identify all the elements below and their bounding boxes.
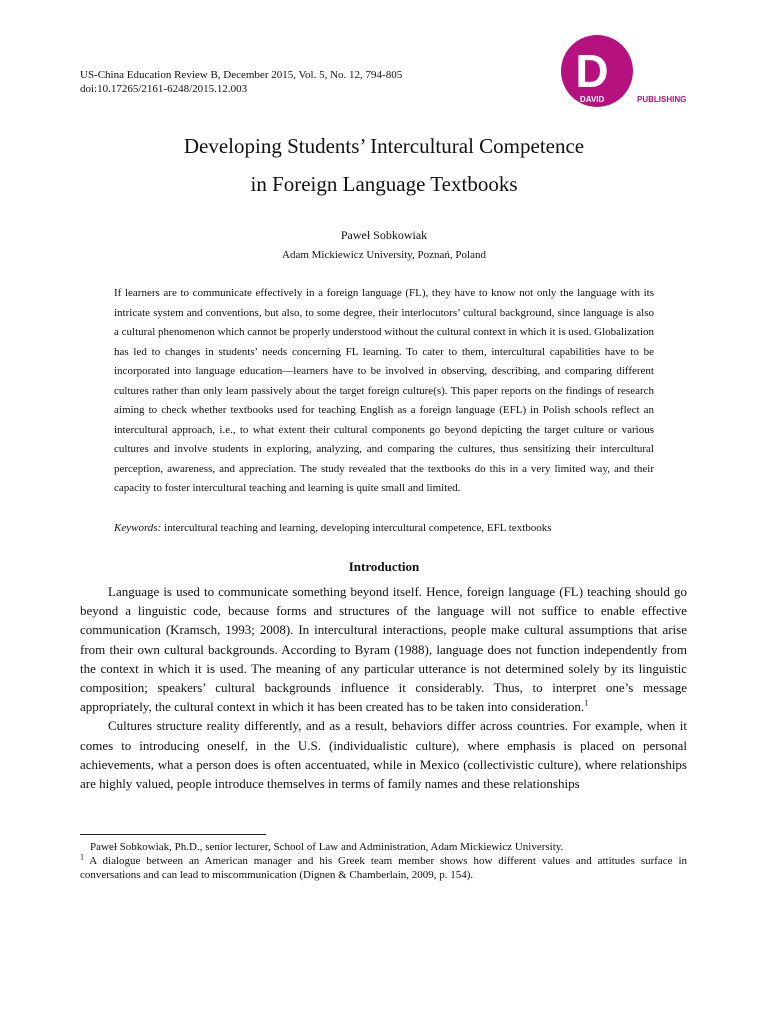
keywords bbox=[114, 522, 674, 534]
footnote-1-marker: 1 bbox=[80, 852, 84, 862]
author-name: Paweł Sobkowiak bbox=[340, 228, 428, 242]
body-text bbox=[80, 582, 687, 793]
logo-text-left: DAVID bbox=[580, 95, 605, 104]
section-heading-introduction: Introduction bbox=[348, 559, 420, 574]
author-affiliation: Adam Mickiewicz University, Poznań, Poland bbox=[282, 249, 486, 261]
footnote-author: Paweł Sobkowiak, Ph.D., senior lecturer, School of Law and Administration, Adam Mickiewicz University. bbox=[90, 841, 564, 853]
paragraph-2: Cultures structure reality differently, and as a result, behaviors differ across countries. For example, when it comes to introducing oneself, in the U.S. (individualistic culture), where emphasis is placed on personal achievements, what a person does is often accentuated, while in Mexico (collectivistic culture), where relationships are highly valued, people introduce themselves in terms of family names and these relationships bbox=[80, 718, 687, 792]
footnote-1-text: A dialogue between an American manager and his Greek team member shows how different values and attitudes surface in conversations and can lead to miscommunication (Dignen & Chamberlain, 2009, p. 154). bbox=[80, 855, 687, 881]
paper-title bbox=[0, 127, 768, 203]
keywords-text: intercultural teaching and learning, developing intercultural competence, EFL textbooks bbox=[161, 522, 552, 534]
journal-doi: doi:10.17265/2161-6248/2015.12.003 bbox=[80, 83, 248, 95]
footnotes bbox=[80, 840, 687, 882]
footnote-1 bbox=[80, 854, 687, 882]
footnote-ref-1: 1 bbox=[584, 698, 589, 708]
footnote-divider bbox=[80, 834, 266, 835]
logo-text-right: PUBLISHING bbox=[637, 95, 687, 104]
paragraph-1 bbox=[80, 582, 687, 716]
logo-letter: D bbox=[575, 45, 609, 97]
abstract: If learners are to communicate effectively in a foreign language (FL), they have to know not only the language with its intricate system and conventions, but also, to some degree, their interlocutors’ cultural background, since language is also a cultural phenomenon which cannot be properly understood without the cultural context in which it is used. Globalization has led to changes in students’ needs concerning FL learning. To cater to them, intercultural capabilities have to be incorporated into language education—learners have to be involved in observing, describing, and comparing different cultures rather than only learn passively about the target foreign culture(s). This paper reports on the findings of research aiming to check whether textbooks used for teaching English as a foreign language (EFL) in Polish schools reflect an intercultural approach, i.e., to what extent their cultural components go beyond depicting the target culture or various cultures and involve students in exploring, analyzing, and comparing the cultures, thus sensitizing their intercultural perception, awareness, and appreciation. The study revealed that the textbooks do this in a very limited way, and their capacity to foster intercultural teaching and learning is quite small and limited. bbox=[114, 287, 654, 494]
title-line-2: in Foreign Language Textbooks bbox=[250, 172, 518, 196]
journal-header bbox=[80, 68, 402, 96]
publisher-logo bbox=[555, 35, 695, 110]
journal-citation: US-China Education Review B, December 2015, Vol. 5, No. 12, 794-805 bbox=[80, 69, 403, 81]
keywords-label: Keywords: bbox=[114, 522, 162, 534]
paragraph-1-text: Language is used to communicate something beyond itself. Hence, foreign language (FL) teaching should go beyond a linguistic code, because forms and structures of the language will not suffice to enable effective communication (Kramsch, 1993; 2008). In intercultural interactions, people make cultural assumptions that arise from their own cultural backgrounds. According to Byram (1988), language does not function independently from the context in which it is used. The meaning of any particular utterance is not determined solely by its linguistic composition; speakers’ cultural backgrounds influence it considerably. Thus, to interpret one’s message appropriately, the cultural context in which it has been created has to be taken into consideration. bbox=[80, 584, 687, 715]
title-line-1: Developing Students’ Intercultural Competence bbox=[183, 134, 585, 158]
